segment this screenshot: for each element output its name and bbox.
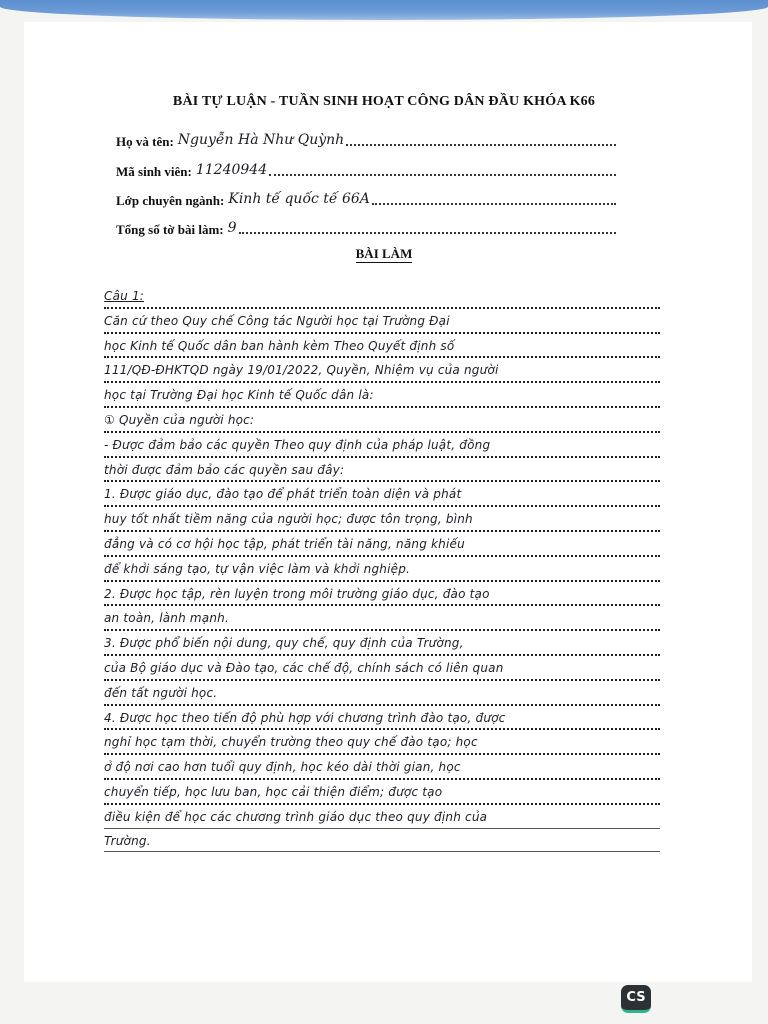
answer-line-text: đến tất người học.: [104, 685, 218, 700]
answer-line: [104, 681, 660, 706]
answer-line-text: - Được đảm bảo các quyền Theo quy định của pháp luật, đồng: [104, 437, 491, 452]
answer-line-text: 3. Được phổ biến nội dung, quy chế, quy định của Trường,: [104, 636, 464, 651]
answer-line-text: Căn cứ theo Quy chế Công tác Người học tại Trường Đại: [104, 313, 450, 328]
student-id-field: [116, 158, 616, 180]
scanner-edge: [0, 0, 768, 20]
sheet-count-field: [116, 216, 616, 238]
answer-line: [104, 284, 660, 309]
answer-line: [104, 557, 660, 582]
answer-line-text: đẳng và có cơ hội học tập, phát triển tài năng, năng khiếu: [104, 536, 465, 551]
answer-line: [104, 582, 660, 607]
answer-line-text: 2. Được học tập, rèn luyện trong môi trường giáo dục, đào tạo: [104, 586, 490, 601]
answer-line: [104, 458, 660, 483]
dotted-leader: [269, 174, 616, 176]
answer-line: [104, 805, 660, 829]
answer-line-text: của Bộ giáo dục và Đào tạo, các chế độ, chính sách có liên quan: [104, 660, 504, 675]
answer-line-text: 111/QĐ-ĐHKTQD ngày 19/01/2022, Quyền, Nhiệm vụ của người: [104, 363, 499, 378]
name-field: [116, 128, 616, 150]
student-id-label: Mã sinh viên:: [116, 164, 192, 179]
answer-line: [104, 532, 660, 557]
answer-line: [104, 482, 660, 507]
answer-line: [104, 334, 660, 359]
answer-line-text: Câu 1:: [104, 289, 145, 303]
answer-line: [104, 730, 660, 755]
class-field: [116, 187, 616, 209]
section-heading: [0, 246, 768, 262]
class-label: Lớp chuyên ngành:: [116, 193, 225, 208]
answer-line-text: chuyển tiếp, học lưu ban, học cải thiện điểm; được tạo: [104, 784, 443, 799]
dotted-leader: [346, 144, 616, 146]
answer-line: [104, 507, 660, 532]
answer-line-text: để khởi sáng tạo, tự vận việc làm và khởi nghiệp.: [104, 561, 411, 576]
answer-line-text: học Kinh tế Quốc dân ban hành kèm Theo Quyết định số: [104, 338, 455, 353]
answer-line-text: an toàn, lành mạnh.: [104, 611, 229, 626]
answer-line: [104, 358, 660, 383]
name-value: Nguyễn Hà Như Quỳnh: [177, 132, 345, 148]
name-label: Họ và tên:: [116, 134, 174, 149]
answer-line-text: huy tốt nhất tiềm năng của người học; được tôn trọng, bình: [104, 512, 473, 527]
answer-line-text: nghỉ học tạm thời, chuyển trường theo quy chế đào tạo; học: [104, 735, 478, 750]
answer-line-text: điều kiện để học các chương trình giáo dục theo quy định của: [104, 809, 488, 824]
answer-line: [104, 706, 660, 731]
answer-line: [104, 829, 660, 853]
section-heading-text: BÀI LÀM: [355, 246, 413, 261]
answer-line: [104, 606, 660, 631]
class-value: Kinh tế quốc tế 66A: [228, 191, 370, 207]
answer-line: [104, 656, 660, 681]
answer-line: [104, 383, 660, 408]
answer-line-text: học tại Trường Đại học Kinh tế Quốc dân là:: [104, 388, 374, 403]
answer-line: [104, 755, 660, 780]
answer-line-text: 4. Được học theo tiến độ phù hợp với chương trình đào tạo, được: [104, 710, 506, 725]
camscanner-logo: CS: [621, 985, 651, 1013]
answer-line: [104, 408, 660, 433]
answer-line-text: ① Quyền của người học:: [104, 412, 255, 427]
answer-line: [104, 631, 660, 656]
sheet-count-label: Tổng số tờ bài làm:: [116, 222, 224, 237]
dotted-leader: [239, 232, 616, 234]
answer-line: [104, 433, 660, 458]
answer-line-text: ở độ nơi cao hơn tuổi quy định, học kéo dài thời gian, học: [104, 760, 461, 775]
answer-line: [104, 309, 660, 334]
handwritten-answer: [104, 284, 660, 852]
answer-line: [104, 780, 660, 805]
answer-line-text: 1. Được giáo dục, đào tạo để phát triển toàn diện và phát: [104, 487, 462, 502]
sheet-count-value: 9: [227, 220, 237, 236]
document-title: BÀI TỰ LUẬN - TUẦN SINH HOẠT CÔNG DÂN ĐẦU KHÓA K66: [172, 94, 596, 109]
dotted-leader: [372, 203, 616, 205]
answer-line-text: thời được đảm bảo các quyền sau đây:: [104, 462, 345, 477]
answer-line-text: Trường.: [104, 833, 151, 848]
student-id-value: 11240944: [195, 162, 268, 178]
